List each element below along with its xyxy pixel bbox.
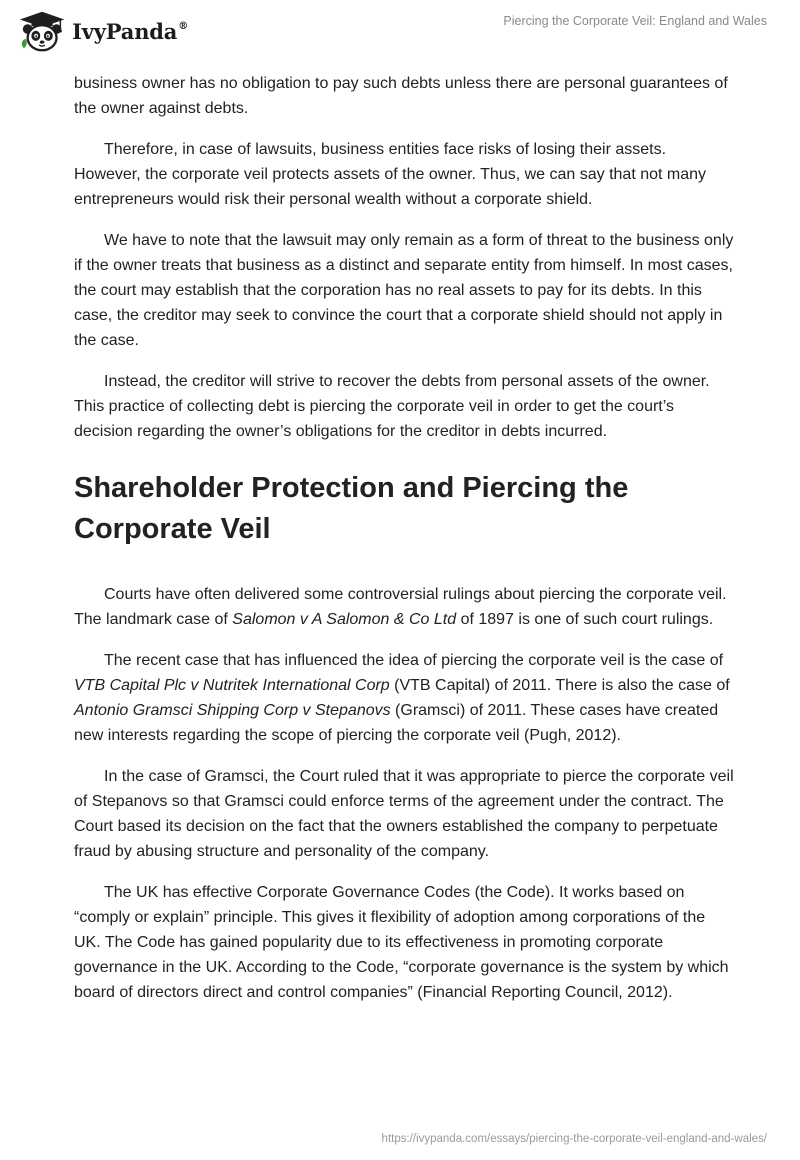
- paragraph: business owner has no obligation to pay such debts unless there are personal guarantees of the owner against debts.: [74, 75, 728, 117]
- paragraph: Courts have often delivered some controversial rulings about piercing the corporate veil. The landmark case of Salomon v A Salomon & Co Ltd of 1897 is one of such court rulings.: [74, 586, 727, 628]
- paragraph: Therefore, in case of lawsuits, business entities face risks of losing their assets. However, the corporate veil protects assets of the owner. Thus, we can say that not many entrepreneurs would risk their personal wealth without a corporate shield.: [74, 141, 707, 208]
- paragraph: The recent case that has influenced the idea of piercing the corporate veil is the case of VTB Capital Plc v Nutritek International Corp (VTB Capital) of 2011. There is also the case of Antonio Gramsci Shipping Corp v Stepanovs (Gramsci) of 2011. These cases have created new interests regarding the scope of piercing the corporate veil (Pugh, 2012).: [74, 652, 730, 744]
- panda-graduate-icon: [18, 9, 66, 53]
- source-url[interactable]: https://ivypanda.com/essays/piercing-the-corporate-veil-england-and-wales/: [381, 1133, 767, 1145]
- paragraph: The UK has effective Corporate Governance Codes (the Code). It works based on “comply or explain” principle. This gives it flexibility of adoption among corporations of the UK. The Code has gained popularity due to its effectiveness in promoting corporate governance in the UK. According to the Code, “corporate governance is the system by which board of directors direct and control companies” (Financial Reporting Council, 2012).: [74, 884, 729, 1001]
- brand-name: IvyPanda®: [72, 18, 188, 44]
- essay-content: [74, 71, 734, 1021]
- paragraph: We have to note that the lawsuit may only remain as a form of threat to the business only if the owner treats that business as a distinct and separate entity from himself. In most cases, the court may establish that the corporation has no real assets to pay for its debts. In this case, the creditor may seek to convince the court that a corporate shield should not apply in the case.: [74, 232, 734, 349]
- paragraph: Instead, the creditor will strive to recover the debts from personal assets of the owner. This practice of collecting debt is piercing the corporate veil in order to get the court’s decision regarding the owner’s obligations for the creditor in debts incurred.: [74, 373, 710, 440]
- section-heading: Shareholder Protection and Piercing the Corporate Veil: [74, 472, 629, 545]
- page-header: [0, 0, 800, 60]
- paragraph: In the case of Gramsci, the Court ruled that it was appropriate to pierce the corporate veil of Stepanovs so that Gramsci could enforce terms of the agreement under the contract. The Court based its decision on the fact that the owners established the company to perpetuate fraud by abusing structure and personality of the company.: [74, 768, 734, 860]
- case-citation: VTB Capital Plc v Nutritek International Corp: [74, 677, 390, 694]
- document-title: Piercing the Corporate Veil: England and Wales: [503, 14, 767, 28]
- case-citation: Antonio Gramsci Shipping Corp v Stepanovs: [74, 702, 391, 719]
- case-citation: Salomon v A Salomon & Co Ltd: [232, 611, 457, 628]
- ivypanda-logo[interactable]: [18, 8, 188, 54]
